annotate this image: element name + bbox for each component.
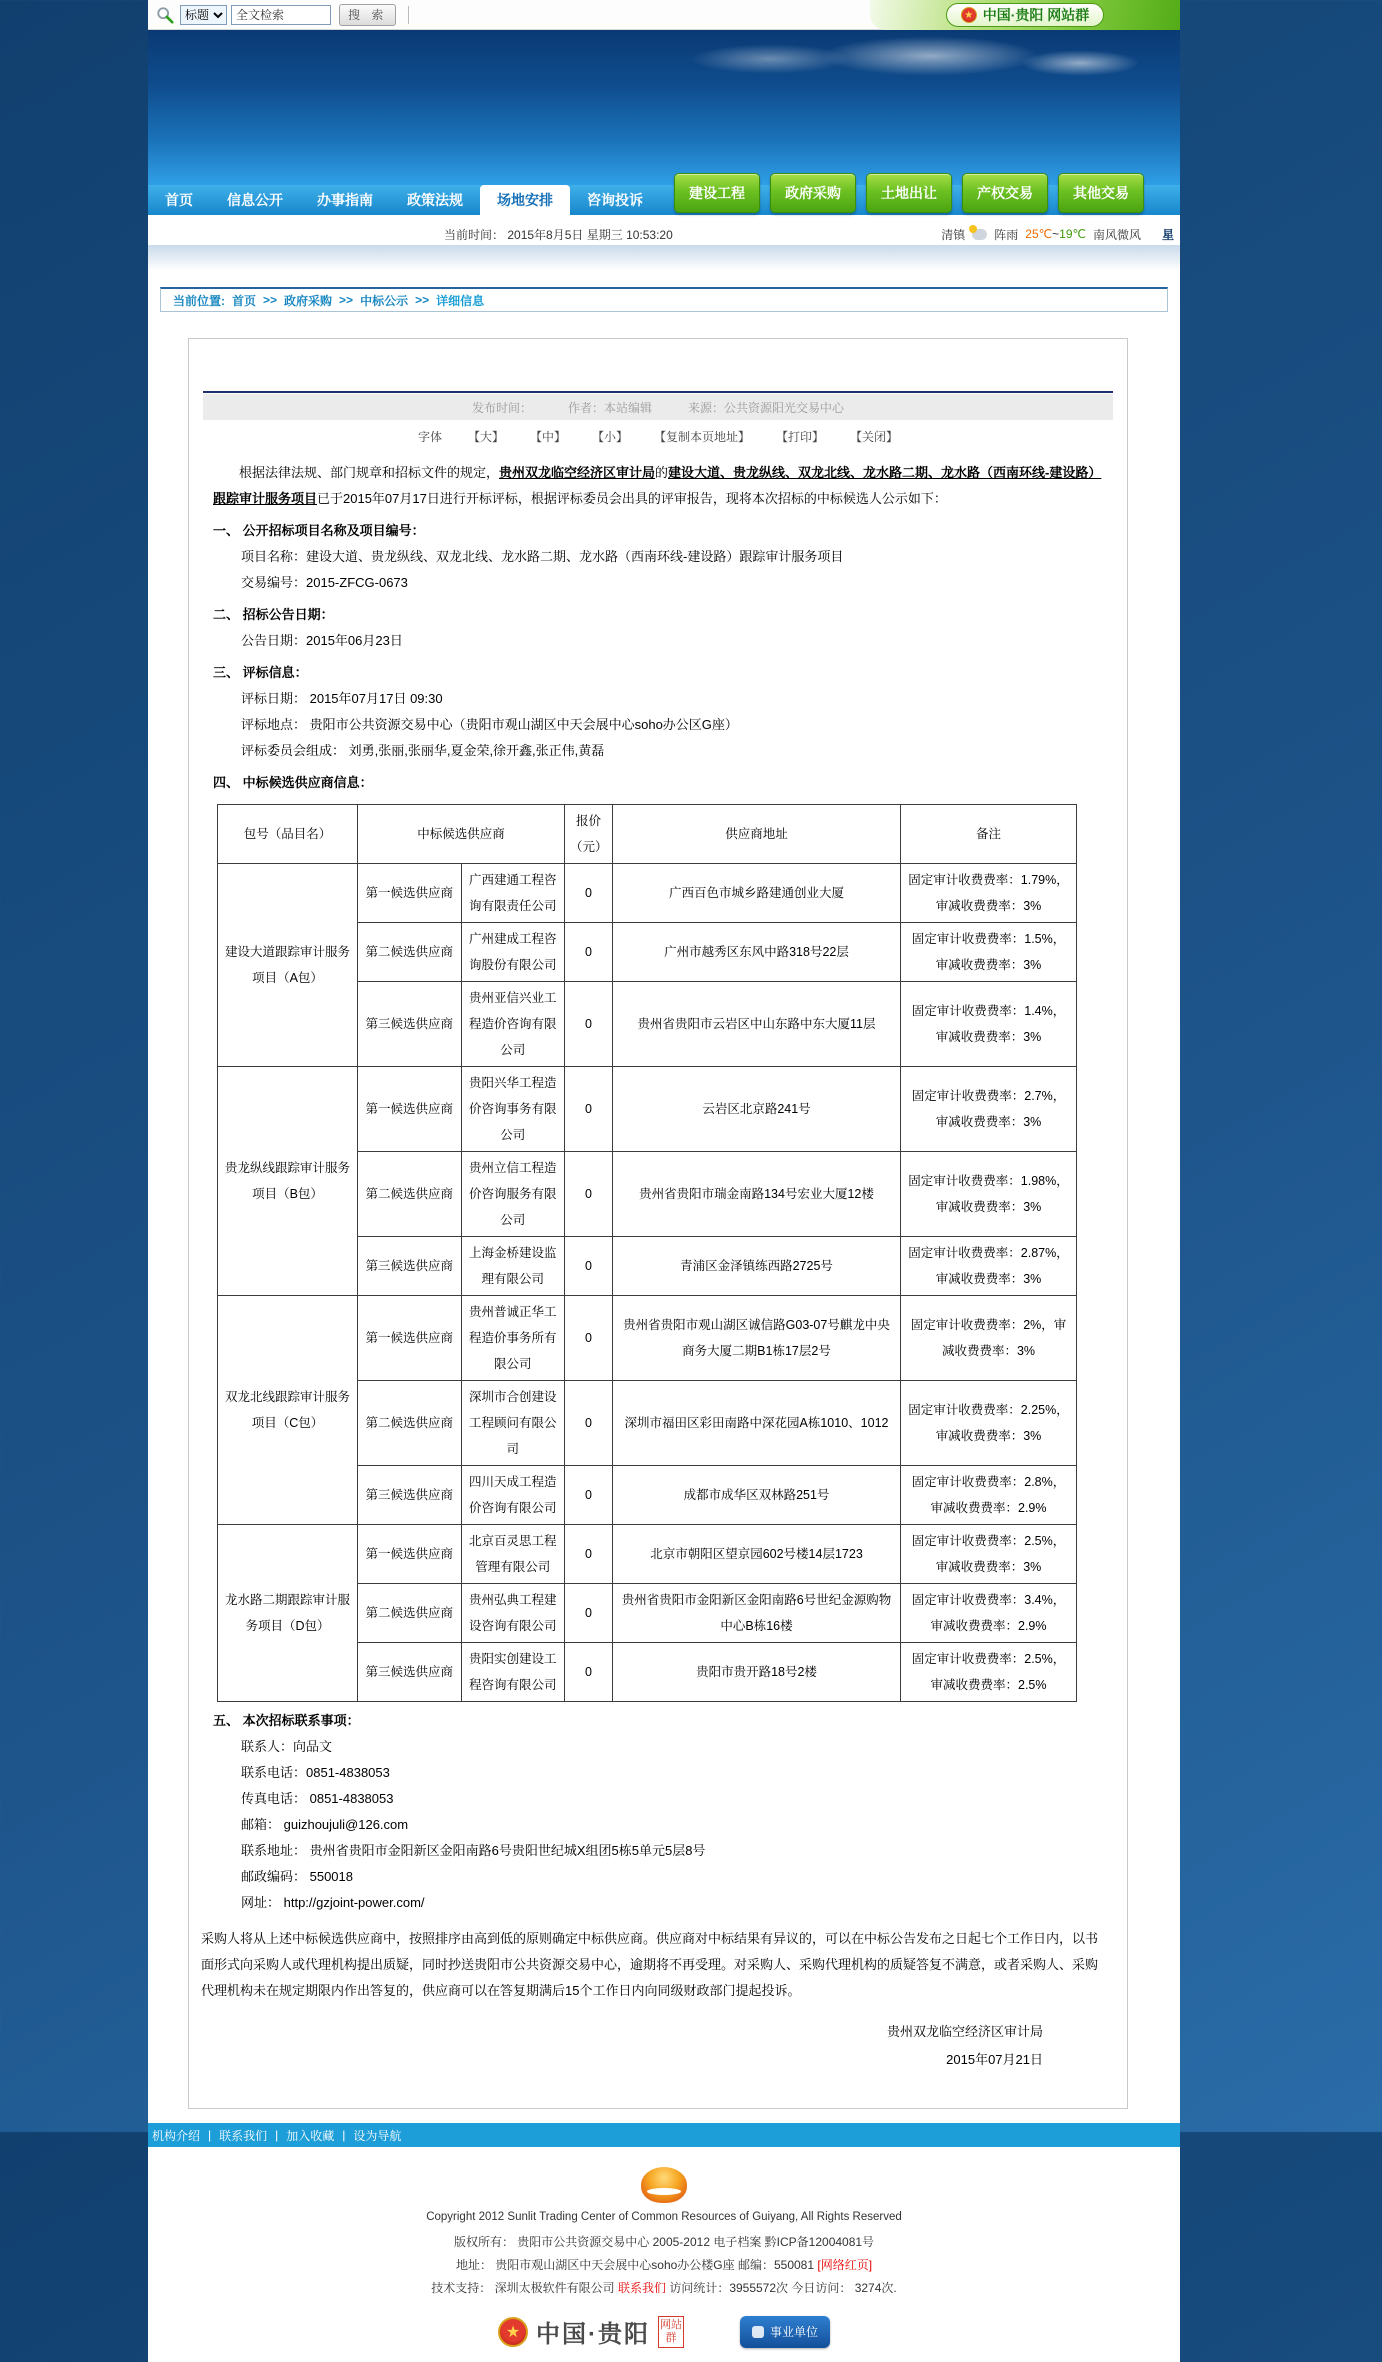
bid-candidates-table xyxy=(217,804,1077,1702)
bid-price: 0 xyxy=(565,1296,613,1381)
site-group-badge[interactable] xyxy=(946,3,1105,27)
bid-price: 0 xyxy=(565,923,613,982)
remark: 固定审计收费费率：1.4%，审减收费费率：3% xyxy=(901,982,1077,1067)
font-size-label: 字体 xyxy=(417,429,442,444)
intro-paragraph: 根据法律法规、部门规章和招标文件的规定，贵州双龙临空经济区审计局的建设大道、贵龙纵线、双龙北线、龙水路二期、龙水路（西南环线-建设路）跟踪审计服务项目已于2015年07月17日进行开标评标，根据评标委员会出具的评审报告，现将本次招标的中标候选人公示如下： xyxy=(213,465,1102,506)
remark: 固定审计收费费率：1.98%，审减收费费率：3% xyxy=(901,1152,1077,1237)
current-time-label: 当前时间： xyxy=(444,227,505,242)
supplier-name: 北京百灵思工程管理有限公司 xyxy=(461,1525,565,1584)
document-title-area xyxy=(189,339,1127,391)
footer-link-homepage[interactable]: 设为导航 xyxy=(353,2128,402,2143)
candidate-rank: 第一候选供应商 xyxy=(358,1296,462,1381)
font-controls xyxy=(189,420,1127,452)
bid-price: 0 xyxy=(565,864,613,923)
project-name-line: 项目名称：建设大道、贵龙纵线、双龙北线、龙水路二期、龙水路（西南环线-建设路）跟踪审计服务项目 xyxy=(241,549,844,564)
cloud-decoration xyxy=(820,36,1040,76)
copyright-line: 版权所有： 贵阳市公共资源交易中心 2005-2012 电子档案 黔ICP备12004081号 xyxy=(453,2235,875,2249)
footer-link-about[interactable]: 机构介绍 xyxy=(152,2128,201,2143)
supplier-name: 四川天成工程造价咨询有限公司 xyxy=(461,1466,565,1525)
breadcrumb-label: 当前位置: xyxy=(173,293,225,308)
footer-link-contact[interactable]: 联系我们 xyxy=(219,2128,268,2143)
remark: 固定审计收费费率：2.7%，审减收费费率：3% xyxy=(901,1067,1077,1152)
remark: 固定审计收费费率：1.5%，审减收费费率：3% xyxy=(901,923,1077,982)
contact-address-line: 联系地址： 贵州省贵阳市金阳新区金阳南路6号贵阳世纪城X组团5栋5单元5层8号 xyxy=(241,1843,706,1858)
contact-person-line: 联系人：向品文 xyxy=(241,1739,333,1754)
source-label: 来源：公共资源阳光交易中心 xyxy=(688,400,845,415)
author-label: 作者：本站编辑 xyxy=(567,400,652,415)
candidate-rank: 第三候选供应商 xyxy=(358,1237,462,1296)
divider-gradient xyxy=(148,245,1180,271)
supplier-name: 贵阳实创建设工程咨询有限公司 xyxy=(461,1643,565,1702)
supplier-address: 深圳市福田区彩田南路中深花园A栋1010、1012 xyxy=(613,1381,901,1466)
section5-heading: 五、 本次招标联系事项： xyxy=(213,1713,360,1728)
candidate-rank: 第三候选供应商 xyxy=(358,1643,462,1702)
evaluation-date-line: 评标日期： 2015年07月17日 09:30 xyxy=(241,691,443,706)
candidate-rank: 第二候选供应商 xyxy=(358,1152,462,1237)
signature-block xyxy=(213,2018,1105,2074)
supplier-name: 广西建通工程咨询有限责任公司 xyxy=(461,864,565,923)
table-row xyxy=(218,1067,1077,1152)
logo-sub-text: 网站群 xyxy=(658,2316,684,2348)
header-remark: 备注 xyxy=(901,805,1077,864)
weather-city: 清镇 xyxy=(941,227,966,242)
topbar-divider xyxy=(408,6,409,24)
site-group-band xyxy=(870,0,1180,30)
time-weather-bar xyxy=(148,223,1180,245)
remark: 固定审计收费费率：2.25%，审减收费费率：3% xyxy=(901,1381,1077,1466)
header-candidate: 中标候选供应商 xyxy=(358,805,565,864)
weather-condition: 阵雨 xyxy=(994,227,1019,242)
green-button-land[interactable]: 土地出让 xyxy=(866,173,952,213)
package-name-d: 龙水路二期跟踪审计服务项目（D包） xyxy=(218,1525,358,1702)
breadcrumb-home[interactable]: 首页 xyxy=(232,293,257,308)
candidate-rank: 第一候选供应商 xyxy=(358,1067,462,1152)
candidate-rank: 第二候选供应商 xyxy=(358,923,462,982)
remark: 固定审计收费费率：2%，审减收费费率：3% xyxy=(901,1296,1077,1381)
header-banner xyxy=(148,30,1180,185)
package-name-c: 双龙北线跟踪审计服务项目（C包） xyxy=(218,1296,358,1525)
bid-price: 0 xyxy=(565,1381,613,1466)
buyer-name: 贵州双龙临空经济区审计局 xyxy=(499,465,656,480)
contact-us-link[interactable]: 联系我们 xyxy=(617,2281,666,2295)
candidate-rank: 第三候选供应商 xyxy=(358,1466,462,1525)
bid-price: 0 xyxy=(565,982,613,1067)
weather-wind: 南风微风 xyxy=(1092,227,1141,242)
remark: 固定审计收费费率：2.5%，审减收费费率：2.5% xyxy=(901,1643,1077,1702)
top-search-bar xyxy=(148,0,1180,30)
evaluation-place-line: 评标地点： 贵阳市公共资源交易中心（贵阳市观山湖区中天会展中心soho办公区G座） xyxy=(241,717,738,732)
package-name-b: 贵龙纵线跟踪审计服务项目（B包） xyxy=(218,1067,358,1296)
page-column xyxy=(148,0,1180,2362)
nav-green-group xyxy=(674,185,1144,215)
contact-website-line: 网址： http://gzjoint-power.com/ xyxy=(241,1895,425,1910)
weather-block xyxy=(941,226,1174,243)
weather-icon xyxy=(972,229,987,240)
public-institution-badge[interactable] xyxy=(740,2316,830,2348)
cloud-decoration xyxy=(1020,50,1140,76)
green-button-property[interactable]: 产权交易 xyxy=(962,173,1048,213)
candidate-rank: 第一候选供应商 xyxy=(358,864,462,923)
supplier-address: 贵州省贵阳市金阳新区金阳南路6号世纪金源购物中心B栋16楼 xyxy=(613,1584,901,1643)
remark: 固定审计收费费率：2.8%，审减收费费率：2.9% xyxy=(901,1466,1077,1525)
candidate-rank: 第一候选供应商 xyxy=(358,1525,462,1584)
center-logo-icon xyxy=(641,2167,687,2203)
green-button-other[interactable]: 其他交易 xyxy=(1058,173,1144,213)
bid-price: 0 xyxy=(565,1466,613,1525)
red-page-link[interactable]: [网络红页] xyxy=(817,2258,873,2272)
search-button[interactable]: 搜 索 xyxy=(339,4,396,26)
national-emblem-icon: ★ xyxy=(961,7,977,23)
supplier-name: 贵阳兴华工程造价咨询事务有限公司 xyxy=(461,1067,565,1152)
current-time-value: 2015年8月5日 星期三 10:53:20 xyxy=(507,227,673,242)
supplier-address: 广州市越秀区东风中路318号22层 xyxy=(613,923,901,982)
temp-separator: ~ xyxy=(1052,227,1060,241)
supplier-address: 北京市朝阳区望京园602号楼14层1723 xyxy=(613,1525,901,1584)
remark: 固定审计收费费率：3.4%，审减收费费率：2.9% xyxy=(901,1584,1077,1643)
font-large-button[interactable]: 【大】 xyxy=(467,429,504,444)
breadcrumb-winner-notice[interactable]: 中标公示 xyxy=(360,293,409,308)
page-footer xyxy=(148,2147,1180,2362)
bottom-logos xyxy=(148,2314,1180,2349)
article-body xyxy=(189,452,1127,2074)
table-header-row xyxy=(218,805,1077,864)
bid-price: 0 xyxy=(565,1067,613,1152)
nav-item-home[interactable]: 首页 xyxy=(165,192,193,208)
spacer xyxy=(148,215,1180,223)
breadcrumb-separator: >> xyxy=(339,293,354,307)
section2-heading: 二、 招标公告日期： xyxy=(213,607,334,622)
supplier-address: 贵州省贵阳市观山湖区诚信路G03-07号麒龙中央商务大厦二期B1栋17层2号 xyxy=(613,1296,901,1381)
search-icon xyxy=(156,6,174,24)
table-row xyxy=(218,1525,1077,1584)
article-meta-bar xyxy=(203,394,1113,420)
copy-url-button[interactable]: 【复制本页地址】 xyxy=(654,429,751,444)
contact-email-line: 邮箱： guizhoujuli@126.com xyxy=(241,1817,409,1832)
nav-item-guide[interactable]: 办事指南 xyxy=(317,192,373,208)
supplier-name: 贵州普诚正华工程造价事务所有限公司 xyxy=(461,1296,565,1381)
supplier-name: 贵州亚信兴业工程造价咨询有限公司 xyxy=(461,982,565,1067)
table-row xyxy=(218,1296,1077,1381)
candidate-rank: 第二候选供应商 xyxy=(358,1381,462,1466)
site-group-label: 中国·贵阳 网站群 xyxy=(982,7,1090,23)
print-button[interactable]: 【打印】 xyxy=(776,429,825,444)
breadcrumb-separator: >> xyxy=(263,293,278,307)
supplier-address: 贵阳市贵开路18号2楼 xyxy=(613,1643,901,1702)
project-name-bold: 建设大道、贵龙纵线、双龙北线、龙水路二期、龙水路（西南环线-建设路）跟踪审计服务项目 xyxy=(213,465,1102,506)
green-button-construction[interactable]: 建设工程 xyxy=(674,173,760,213)
package-name-a: 建设大道跟踪审计服务项目（A包） xyxy=(218,864,358,1067)
tech-support-line: 技术支持： 深圳太极软件有限公司 联系我们 访问统计：3955572次 今日访问： 3274次. xyxy=(431,2281,897,2295)
bid-price: 0 xyxy=(565,1525,613,1584)
breadcrumb-procurement[interactable]: 政府采购 xyxy=(284,293,333,308)
search-field-select[interactable] xyxy=(180,5,227,25)
supplier-address: 贵州省贵阳市瑞金南路134号宏业大厦12楼 xyxy=(613,1152,901,1237)
supplier-name: 深圳市合创建设工程顾问有限公司 xyxy=(461,1381,565,1466)
national-emblem-icon: ★ xyxy=(498,2317,528,2347)
content-panel xyxy=(188,338,1128,2109)
publish-time-label: 发布时间： xyxy=(471,400,532,415)
table-row xyxy=(218,864,1077,923)
section1-heading: 一、 公开招标项目名称及项目编号： xyxy=(213,523,425,538)
notice-date-line: 公告日期：2015年06月23日 xyxy=(241,633,403,648)
signature-date: 2015年07月21日 xyxy=(946,2052,1043,2067)
candidate-rank: 第三候选供应商 xyxy=(358,982,462,1067)
search-input[interactable] xyxy=(231,5,331,25)
breadcrumb-detail: 详细信息 xyxy=(436,293,485,308)
main-nav xyxy=(148,185,1180,215)
supplier-name: 贵州弘典工程建设咨询有限公司 xyxy=(461,1584,565,1643)
visit-stats: 访问统计：3955572次 今日访问： 3274次. xyxy=(669,2281,897,2295)
section3-heading: 三、 评标信息： xyxy=(213,665,308,680)
address-line: 地址： 贵阳市观山湖区中天会展中心soho办公楼G座 邮编：550081 [网络红页] xyxy=(455,2258,873,2272)
title-divider xyxy=(203,391,1113,393)
green-button-procurement[interactable]: 政府采购 xyxy=(770,173,856,213)
bid-price: 0 xyxy=(565,1152,613,1237)
header-package: 包号（品目名） xyxy=(218,805,358,864)
header-price: 报价（元） xyxy=(565,805,613,864)
contact-fax-line: 传真电话： 0851-4838053 xyxy=(241,1791,394,1806)
evaluation-committee-line: 评标委员会组成： 刘勇,张丽,张丽华,夏金荣,徐开鑫,张正伟,黄磊 xyxy=(241,743,605,758)
supplier-address: 广西百色市城乡路建通创业大厦 xyxy=(613,864,901,923)
remark: 固定审计收费费率：2.87%，审减收费费率：3% xyxy=(901,1237,1077,1296)
breadcrumb-separator: >> xyxy=(415,293,430,307)
bid-price: 0 xyxy=(565,1584,613,1643)
contact-zipcode-line: 邮政编码： 550018 xyxy=(241,1869,353,1884)
marquee-text: 星 xyxy=(1161,227,1174,242)
nav-item-policy[interactable]: 政策法规 xyxy=(407,192,463,208)
supplier-address: 云岩区北京路241号 xyxy=(613,1067,901,1152)
supplier-name: 上海金桥建设监理有限公司 xyxy=(461,1237,565,1296)
nav-item-info[interactable]: 信息公开 xyxy=(227,192,283,208)
font-medium-button[interactable]: 【中】 xyxy=(529,429,566,444)
remark: 固定审计收费费率：1.79%，审减收费费率：3% xyxy=(901,864,1077,923)
supplier-address: 成都市成华区双林路251号 xyxy=(613,1466,901,1525)
bid-price: 0 xyxy=(565,1643,613,1702)
badge-label: 事业单位 xyxy=(769,2325,818,2339)
transaction-number-line: 交易编号：2015-ZFCG-0673 xyxy=(241,575,408,590)
bid-price: 0 xyxy=(565,1237,613,1296)
badge-icon xyxy=(752,2326,764,2338)
logo-main-text: 中国·贵阳 xyxy=(535,2321,650,2348)
signature-org: 贵州双龙临空经济区审计局 xyxy=(886,2024,1043,2039)
temp-low: 19℃ xyxy=(1059,227,1086,241)
closing-paragraph: 采购人将从上述中标候选供应商中，按照排序由高到低的原则确定中标供应商。供应商对中标结果有异议的，可以在中标公告发布之日起七个工作日内，以书面形式向采购人或代理机构提出质疑，同时抄送贵阳市公共资源交易中心，逾期将不再受理。对采购人、采购代理机构的质疑答复不满意，或者采购人、采购代理机构未在规定期限内作出答复的，供应商可以在答复期满后15个工作日内向同级财政部门提起投诉。 xyxy=(201,1931,1099,1998)
contact-phone-line: 联系电话：0851-4838053 xyxy=(241,1765,390,1780)
supplier-name: 广州建成工程咨询股份有限公司 xyxy=(461,923,565,982)
supplier-address: 青浦区金泽镇练西路2725号 xyxy=(613,1237,901,1296)
cloud-decoration xyxy=(690,44,850,74)
candidate-rank: 第二候选供应商 xyxy=(358,1584,462,1643)
close-button[interactable]: 【关闭】 xyxy=(850,429,899,444)
nav-item-consult[interactable]: 咨询投诉 xyxy=(587,192,643,208)
breadcrumb xyxy=(160,287,1168,312)
header-address: 供应商地址 xyxy=(613,805,901,864)
nav-item-venue-active[interactable]: 场地安排 xyxy=(480,185,570,215)
section4-heading: 四、 中标候选供应商信息： xyxy=(213,775,373,790)
font-small-button[interactable]: 【小】 xyxy=(591,429,628,444)
supplier-address: 贵州省贵阳市云岩区中山东路中东大厦11层 xyxy=(613,982,901,1067)
supplier-name: 贵州立信工程造价咨询服务有限公司 xyxy=(461,1152,565,1237)
footer-link-favorite[interactable]: 加入收藏 xyxy=(286,2128,335,2143)
remark: 固定审计收费费率：2.5%，审减收费费率：3% xyxy=(901,1525,1077,1584)
footer-links-bar: 机构介绍 | 联系我们 | 加入收藏 | 设为导航 xyxy=(148,2123,1180,2147)
temp-high: 25℃ xyxy=(1025,227,1053,241)
copyright-english: Copyright 2012 Sunlit Trading Center of Common Resources of Guiyang, All Rights Reserved xyxy=(426,2211,902,2223)
china-guiyang-logo[interactable] xyxy=(498,2314,684,2349)
